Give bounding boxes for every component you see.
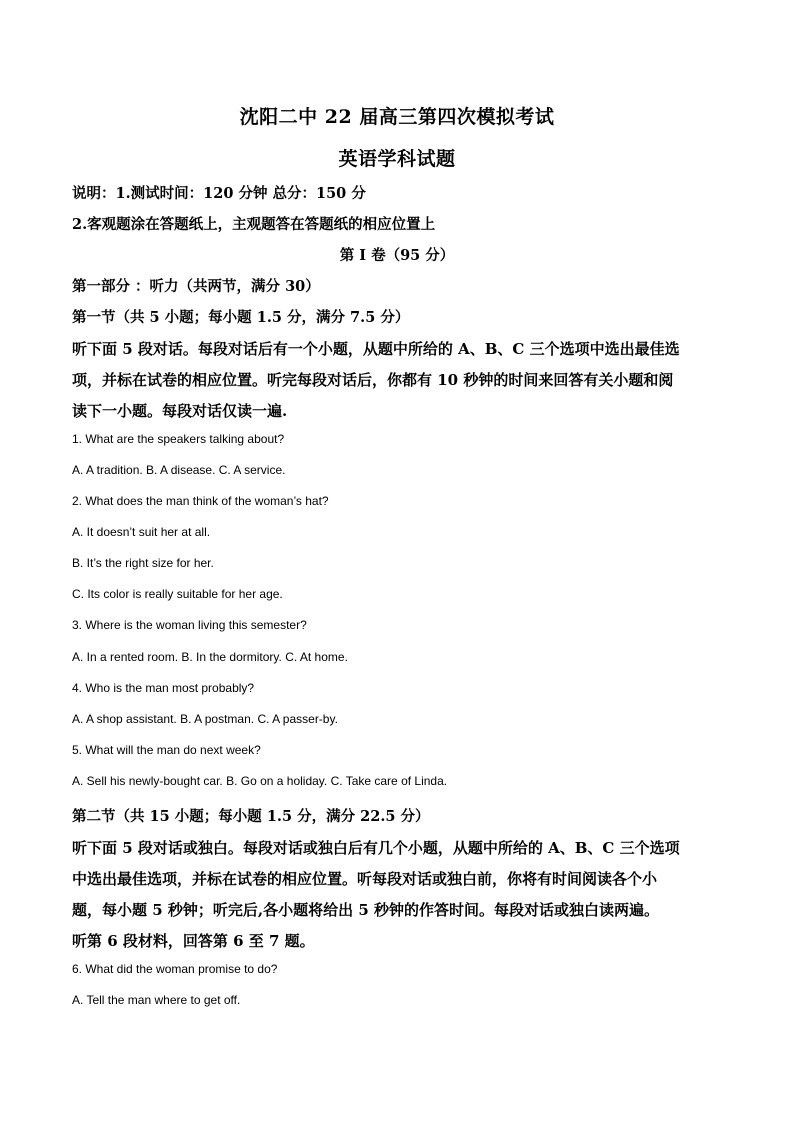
question-1: 1. What are the speakers talking about?	[72, 432, 285, 446]
question-3-options: A. In a rented room. B. In the dormitory. C. At home.	[72, 650, 348, 664]
volume-title: 第 I 卷（95 分）	[339, 247, 455, 264]
question-2: 2. What does the man think of the woman’s hat?	[72, 494, 329, 508]
question-2-option-b: B. It’s the right size for her.	[72, 556, 214, 570]
question-5: 5. What will the man do next week?	[72, 743, 261, 757]
section2-instruction: 听第 6 段材料，回答第 6 至 7 题。	[72, 932, 315, 950]
section1-title: 第一节（共 5 小题；每小题 1.5 分，满分 7.5 分）	[72, 309, 410, 326]
section2-instruction: 中选出最佳选项，并标在试卷的相应位置。听每段对话或独白前，你将有时间阅读各个小	[72, 870, 658, 888]
section2-instruction: 听下面 5 段对话或独白。每段对话或独白后有几个小题，从题中所给的 A、B、C 三个选项	[72, 839, 680, 857]
exam-title: 沈阳二中 22 届高三第四次模拟考试	[239, 106, 555, 128]
question-4-options: A. A shop assistant. B. A postman. C. A passer-by.	[72, 712, 338, 726]
section1-instruction: 听下面 5 段对话。每段对话后有一个小题，从题中所给的 A、B、C 三个选项中选出最佳选	[72, 340, 680, 358]
question-6-option-a: A. Tell the man where to get off.	[72, 993, 241, 1007]
question-6: 6. What did the woman promise to do?	[72, 962, 278, 976]
question-2-option-a: A. It doesn’t suit her at all.	[72, 525, 211, 539]
notes-line-1: 说明：1.测试时间：120 分钟 总分：150 分	[72, 185, 366, 202]
question-3: 3. Where is the woman living this semester?	[72, 618, 307, 632]
notes-line-2: 2.客观题涂在答题纸上，主观题答在答题纸的相应位置上	[72, 216, 436, 233]
question-4: 4. Who is the man most probably?	[72, 681, 255, 695]
part1-title: 第一部分 ：听力（共两节，满分 30）	[72, 278, 320, 295]
question-5-options: A. Sell his newly-bought car. B. Go on a holiday. C. Take care of Linda.	[72, 774, 448, 788]
section2-instruction: 题，每小题 5 秒钟；听完后,各小题将给出 5 秒钟的作答时间。每段对话或独白读两遍。	[72, 901, 659, 919]
section2-title: 第二节（共 15 小题；每小题 1.5 分，满分 22.5 分）	[72, 808, 430, 825]
section1-instruction: 项，并标在试卷的相应位置。听完每段对话后，你都有 10 秒钟的时间来回答有关小题和阅	[72, 371, 674, 389]
exam-subtitle: 英语学科试题	[338, 148, 456, 170]
section1-instruction: 读下一小题。每段对话仅读一遍.	[72, 402, 288, 420]
question-2-option-c: C. Its color is really suitable for her age.	[72, 587, 283, 601]
question-1-options: A. A tradition. B. A disease. C. A service.	[72, 463, 286, 477]
